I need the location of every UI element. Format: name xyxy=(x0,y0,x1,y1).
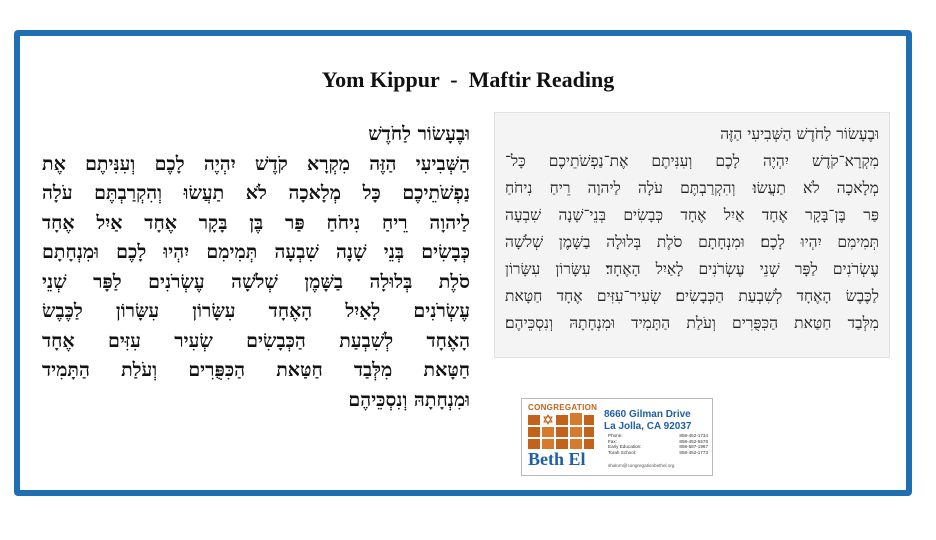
contact-value: 858-452-1734 xyxy=(679,433,708,438)
contact-row xyxy=(608,450,708,456)
contact-list xyxy=(608,433,708,455)
org-top-label: CONGREGATION xyxy=(528,403,598,412)
contact-label: Fax: xyxy=(608,438,617,444)
scroll-line: לַיהוָה רֵיחַ נִיחֹחַ פַּר בֶּן בָּקָר אֶחָד אַיִל אֶחָד xyxy=(42,211,470,234)
contact-label: Torah School: xyxy=(608,449,637,455)
vocalized-line: מִלְּבַד חַטַּאת הַכִּפֻּרִים וְעֹלַת הַתָּמִיד וּמִנְחָתָהּ וְנִסְכֵּיהֶם׃ xyxy=(505,314,879,332)
vocalized-line: וּבֶעָשׂוֹר לַחֹדֶשׁ הַשְּׁבִיעִי הַזֶּה xyxy=(720,125,879,143)
scroll-line: הַשְּׁבִיעִי הַזֶּה מִקְרָא קֹדֶשׁ יִהְיֶה לָכֶם וְעִנִּיתֶם אֶת xyxy=(42,152,470,175)
scroll-line: וּמִנְחָתָהּ וְנִסְכֵּיהֶם xyxy=(348,388,470,411)
vocalized-line: מְלָאכָה לֹא תַעֲשׂוּ׃ וְהִקְרַבְתֶּם עֹלָה לַיהוָה רֵיחַ נִיחֹחַ xyxy=(505,179,879,197)
vocalized-text xyxy=(494,112,890,358)
contact-value: 858-452-1773 xyxy=(679,449,708,455)
vocalized-line: תְּמִימִם יִהְיוּ לָכֶם׃ וּמִנְחָתָם סֹלֶת בְּלוּלָה בַשָּׁמֶן שְׁלֹשָׁה xyxy=(505,233,879,251)
scroll-line: הָאֶחָד לְשִׁבְעַת הַכְּבָשִׂים שְׂעִיר עִזִּים אֶחָד xyxy=(42,329,470,352)
scroll-line: וּבֶעָשׂוֹר לַחֹדֶשׁ xyxy=(368,123,470,145)
contact-value: 858-452-5578 xyxy=(679,438,708,444)
email-link[interactable]: shalom@congregationbethel.org xyxy=(608,463,675,468)
vocalized-line: פַּר בֶּן־בָּקָר אֶחָד אַיִל אֶחָד כְּבָשִׂים בְּנֵי־שָׁנָה שִׁבְעָה xyxy=(505,206,879,224)
torah-scroll-text xyxy=(42,120,470,411)
vocalized-line: לַכֶּבֶשׂ הָאֶחָד לְשִׁבְעַת הַכְּבָשִׂים׃ שְׂעִיר־עִזִּים אֶחָד חַטָּאת xyxy=(505,287,879,305)
scroll-line: עֶשְׂרֹנִים לָאַיִל הָאֶחָד עִשָּׂרוֹן עִשָּׂרוֹן לַכֶּבֶשׂ xyxy=(42,300,470,322)
contact-value: 858-587-1967 xyxy=(679,444,708,450)
contact-label: Early Education: xyxy=(608,444,642,450)
vocalized-line: מִקְרָא־קֹדֶשׁ יִהְיֶה לָכֶם וְעִנִּיתֶם אֶת־נַפְשֹׁתֵיכֶם כָּל־ xyxy=(505,152,879,170)
address-line-2: La Jolla, CA 92037 xyxy=(604,421,692,432)
org-name: Beth El xyxy=(528,449,586,469)
address-line-1: 8660 Gilman Drive xyxy=(604,409,691,420)
vocalized-line: עֶשְׂרֹנִים לַפָּר שְׁנֵי עֶשְׂרֹנִים לָאַיִל הָאֶחָד׃ עִשָּׂרוֹן עִשָּׂרוֹן xyxy=(505,260,879,278)
scroll-line: חַטָּאת מִלְּבַד חַטַּאת הַכִּפֻּרִים וְעֹלַת הַתָּמִיד xyxy=(42,359,470,381)
scroll-line: כְּבָשִׂים בְּנֵי שָׁנָה שִׁבְעָה תְּמִימִם יִהְיוּ לָכֶם וּמִנְחָתָם xyxy=(42,241,470,263)
scroll-line: סֹלֶת בְּלוּלָה בַשָּׁמֶן שְׁלֹשָׁה עֶשְׂרֹנִים לַפָּר שְׁנֵי xyxy=(42,270,470,293)
congregation-card xyxy=(521,398,713,476)
page-title: Yom Kippur - Maftir Reading xyxy=(321,67,615,92)
scroll-line: נַפְשֹׁתֵיכֶם כָּל מְלָאכָה לֹא תַעֲשׂוּ וְהִקְרַבְתֶּם עֹלָה xyxy=(42,182,470,204)
contact-label: Phone: xyxy=(608,433,623,438)
congregation-logo xyxy=(528,413,594,449)
